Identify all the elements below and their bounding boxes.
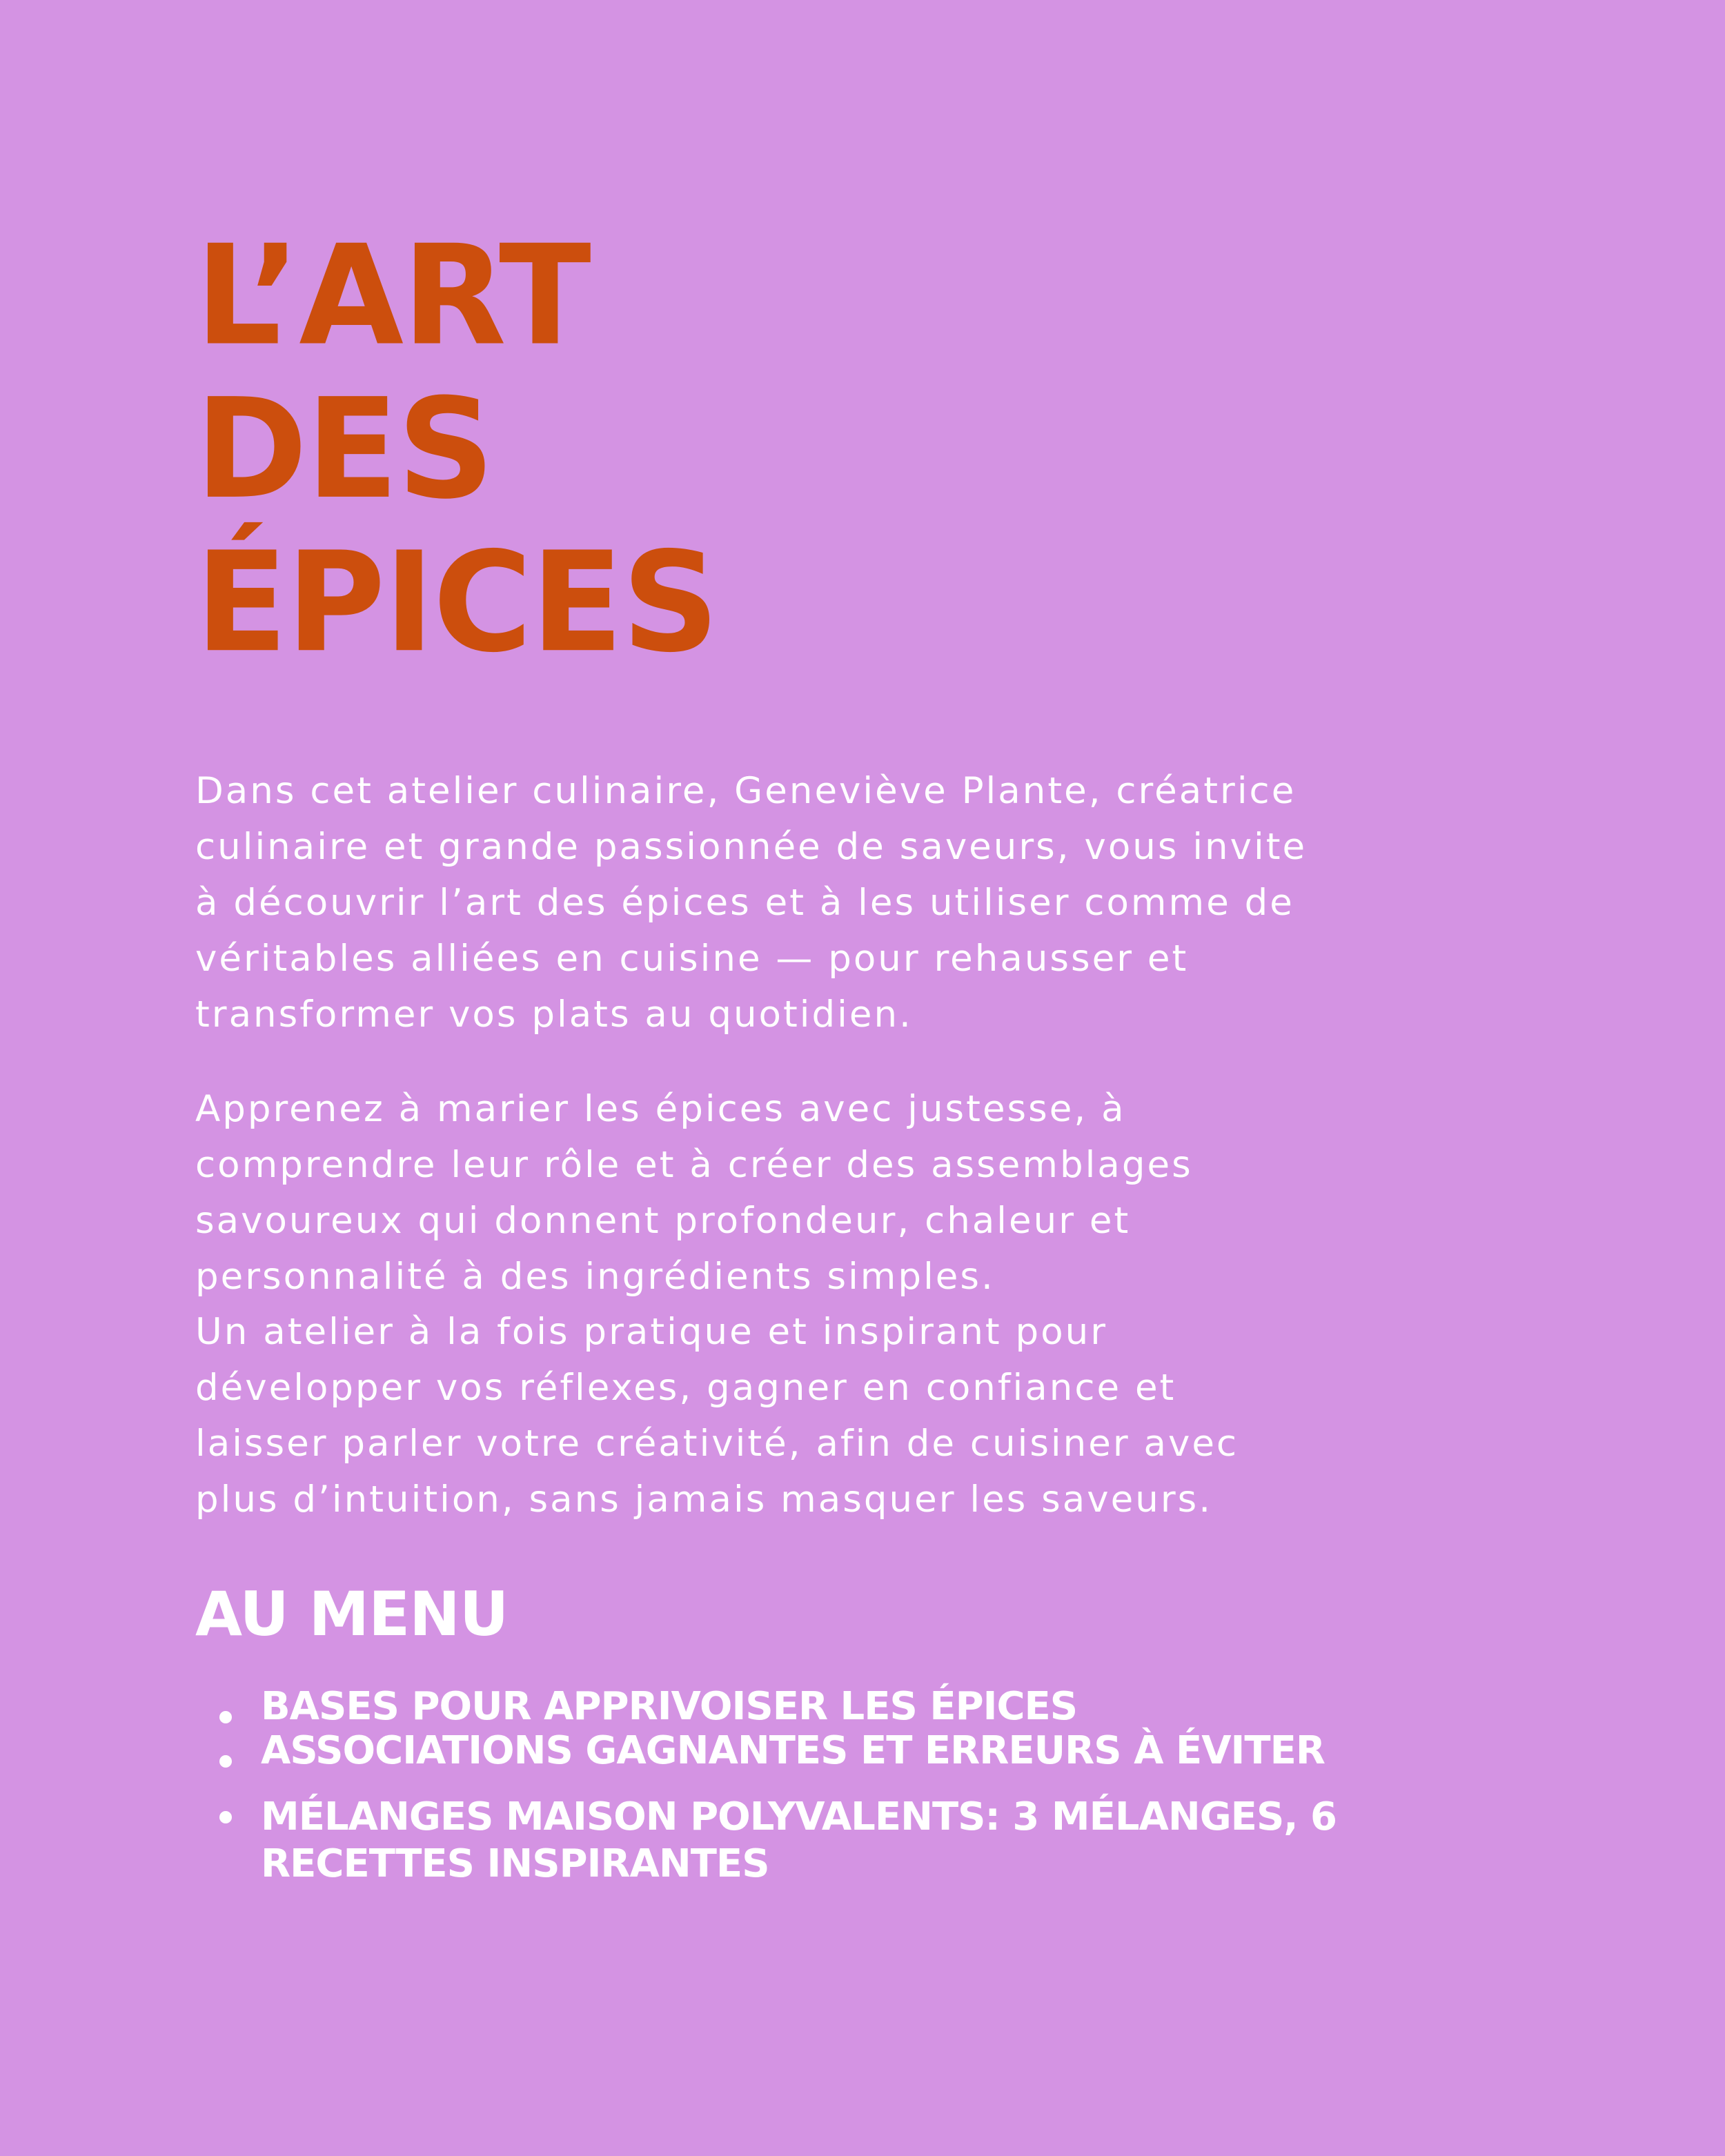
menu-list (219, 1685, 1530, 1886)
menu-item (219, 1795, 1530, 1886)
intro-paragraph-2 (195, 1081, 1479, 1305)
bullet-dot-icon (219, 1811, 232, 1823)
menu-heading: AU MENU (195, 1579, 509, 1650)
text-line: à découvrir l’art des épices et à les utiliser comme de (195, 882, 1294, 924)
title-line: ÉPICES (195, 522, 718, 684)
menu-item-text: MÉLANGES MAISON POLYVALENTS: 3 MÉLANGES, 6 (261, 1794, 1337, 1839)
text-line: comprendre leur rôle et à créer des assemblages (195, 1144, 1193, 1186)
menu-item-text-continued: RECETTES INSPIRANTES (261, 1841, 769, 1886)
bullet-dot-icon (219, 1755, 232, 1768)
title-line: DES (195, 369, 493, 530)
text-line: savoureux qui donnent profondeur, chaleur et (195, 1200, 1131, 1242)
text-line: Dans cet atelier culinaire, Geneviève Plante, créatrice (195, 770, 1297, 812)
text-line: culinaire et grande passionnée de saveurs, vous invite (195, 826, 1308, 868)
intro-paragraph-3 (195, 1304, 1479, 1527)
title-line: L’ART (195, 215, 590, 377)
bullet-dot-icon (219, 1711, 232, 1723)
intro-paragraph-1 (195, 763, 1479, 1042)
menu-item-text: ASSOCIATIONS GAGNANTES ET ERREURS À ÉVITER (261, 1728, 1325, 1773)
text-line: plus d’intuition, sans jamais masquer les saveurs. (195, 1478, 1213, 1521)
page-title (195, 215, 718, 684)
text-line: Apprenez à marier les épices avec justesse, à (195, 1088, 1126, 1130)
text-line: personnalité à des ingrédients simples. (195, 1256, 995, 1298)
menu-item (219, 1729, 1530, 1773)
text-line: véritables alliées en cuisine — pour rehausser et (195, 938, 1189, 980)
menu-item (219, 1685, 1530, 1729)
menu-item-text: BASES POUR APPRIVOISER LES ÉPICES (261, 1684, 1078, 1729)
text-line: développer vos réflexes, gagner en confiance et (195, 1367, 1176, 1409)
text-line: laisser parler votre créativité, afin de cuisiner avec (195, 1423, 1239, 1465)
text-line: transformer vos plats au quotidien. (195, 993, 913, 1036)
text-line: Un atelier à la fois pratique et inspirant pour (195, 1311, 1108, 1353)
